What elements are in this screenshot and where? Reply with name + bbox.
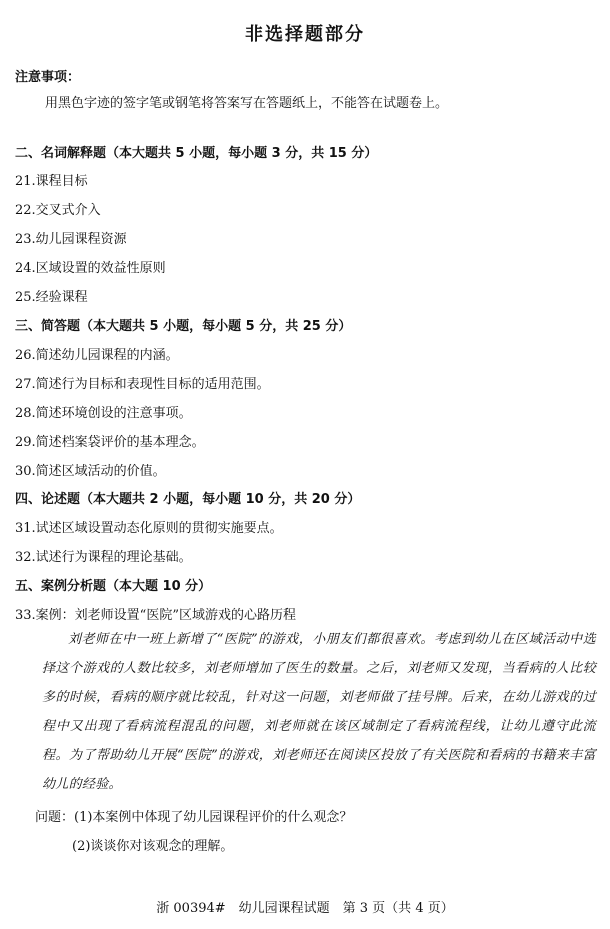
section-heading-essay: 四、论述题（本大题共 2 小题，每小题 10 分，共 20 分）: [15, 492, 361, 507]
question-23: 23.幼儿园课程资源: [15, 232, 127, 247]
section-heading-terms: 二、名词解释题（本大题共 5 小题，每小题 3 分，共 15 分）: [15, 146, 378, 161]
question-27: 27.简述行为目标和表现性目标的适用范围。: [15, 377, 270, 392]
question-30: 30.简述区域活动的价值。: [15, 464, 166, 479]
case-question-1: 问题：(1)本案例中体现了幼儿园课程评价的什么观念？: [35, 810, 353, 825]
question-29: 29.简述档案袋评价的基本理念。: [15, 435, 205, 450]
question-25: 25.经验课程: [15, 290, 88, 305]
question-32: 32.试述行为课程的理论基础。: [15, 550, 192, 565]
case-paragraph: 刘老师在中一班上新增了“医院”的游戏，小朋友们都很喜欢。考虑到幼儿在区域活动中选择这个游戏的人数比较多，刘老师增加了医生的数量。之后，刘老师又发现，当看病的人比较多的时候，看病的顺序就比较乱，针对这一问题，刘老师做了挂号牌。后来，在幼儿游戏的过程中又出现了看病流程混乱的问题，刘老师就在该区域制定了看病流程线，让幼儿遵守此流程。为了帮助幼儿开展“医院”的游戏，刘老师还在阅读区投放了有关医院和看病的书籍来丰富幼儿的经验。: [42, 632, 596, 792]
question-24: 24.区域设置的效益性原则: [15, 261, 166, 276]
section-heading-case: 五、案例分析题（本大题 10 分）: [15, 579, 212, 594]
question-21: 21.课程目标: [15, 174, 88, 189]
question-28: 28.简述环境创设的注意事项。: [15, 406, 192, 421]
question-22: 22.交叉式介入: [15, 203, 101, 218]
notice-text: 用黑色字迹的签字笔或钢笔将答案写在答题纸上，不能答在试题卷上。: [45, 96, 449, 111]
notice-heading: 注意事项：: [15, 70, 81, 85]
page-footer: 浙 00394# 幼儿园课程试题 第 3 页（共 4 页）: [156, 901, 454, 916]
section-heading-short-answer: 三、简答题（本大题共 5 小题，每小题 5 分，共 25 分）: [15, 319, 352, 334]
question-33: 33.案例：刘老师设置“医院”区域游戏的心路历程: [15, 608, 296, 623]
case-question-2: (2)谈谈你对该观念的理解。: [72, 839, 234, 854]
page-title: 非选择题部分: [245, 24, 365, 45]
question-31: 31.试述区域设置动态化原则的贯彻实施要点。: [15, 521, 283, 536]
question-26: 26.简述幼儿园课程的内涵。: [15, 348, 179, 363]
